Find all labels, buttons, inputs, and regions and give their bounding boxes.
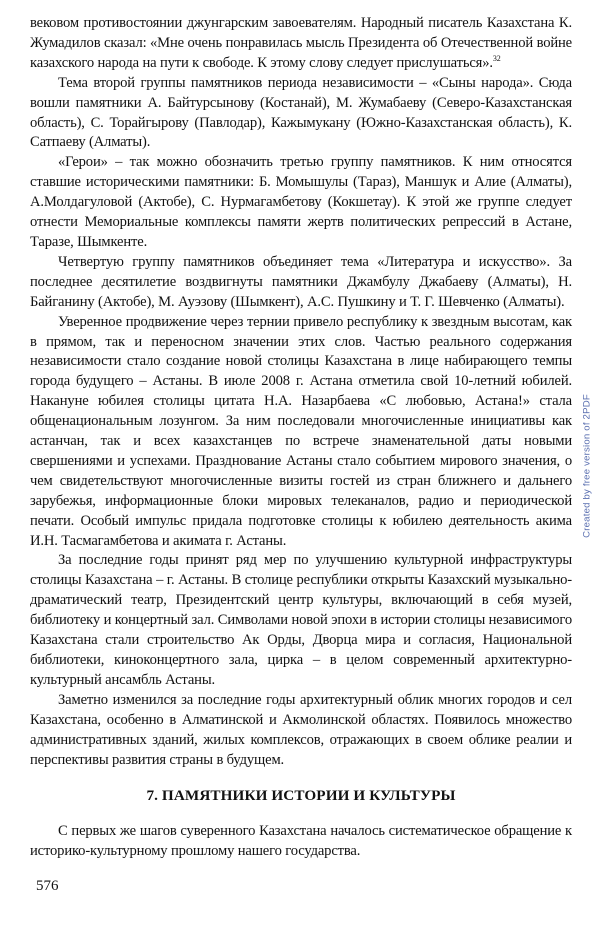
paragraph-7: Заметно изменился за последние годы архитектурный облик многих городов и сел Казахстана, особенно в Алматинской и Акмолинской областях. Появилось множество административных зданий, жилых комплексов, отражающих в своем облике реалии и перспективы развития страны в будущем.: [30, 691, 572, 768]
section-heading: 7. ПАМЯТНИКИ ИСТОРИИ И КУЛЬТУРЫ: [146, 787, 456, 805]
paragraph-3: «Герои» – так можно обозначить третью группу памятников. К ним относятся ставшие историческими памятники: Б. Момышулы (Тараз), Маншук и Алие (Алматы), А.Молдагуловой (Актобе), С. Нурмагамбетову (Кокшетау). К этой же группе следует отнести Мемориальные комплексы памяти жертв политических репрессий в Астане, Таразе, Шымкенте.: [30, 154, 572, 250]
page-body: [30, 14, 572, 862]
paragraph-4: Четвертую группу памятников объединяет тема «Литература и искусство». За последнее десятилетие воздвигнуты памятники Джамбулу Джабаеву (Алматы), Н. Байганину (Актобе), М. Ауэзову (Шымкент), А.С. Пушкину и Т. Г. Шевченко (Алматы).: [30, 253, 572, 310]
page-number: 576: [36, 878, 59, 894]
section-paragraph: С первых же шагов суверенного Казахстана началось систематическое обращение к историко-культурному прошлому нашего государства.: [30, 823, 572, 860]
paragraph-5: Уверенное продвижение через тернии привело республику к звездным высотам, как в прямом, так и переносном значении этих слов. Частью реального содержания независимости стало создание новой столицы Казахстана в лице набирающего темпы города будущего – Астаны. В июле 2008 г. Астана отметила свой 10-летний юбилей. Накануне юбилея столицы цитата Н.А. Назарбаева «С любовью, Астана!» стала общенациональным лозунгом. За ним последовали многочисленные инициативы как астанчан, так и всех казахстанцев по встрече знаменательной даты новыми свершениями и успехами. Празднование Астаны стало событием мирового значения, о чем свидетельствуют многочисленные визиты гостей из стран ближнего и дальнего зарубежья, информационные блоки мировых телеканалов, радио и периодической печати. Особый импульс придала подготовке столицы к юбилею деятельность акима И.Н. Тасмагамбетова и акимата г. Астаны.: [30, 313, 572, 549]
paragraph-2: Тема второй группы памятников периода независимости – «Сыны народа». Сюда вошли памятники А. Байтурсынову (Костанай), М. Жумабаеву (Северо-Казахстанская область), С. Торайгырову (Павлодар), Кажымукану (Южно-Казахстанская область), К. Сатпаеву (Алматы).: [30, 74, 572, 151]
watermark-text: Created by free version of 2PDF: [581, 394, 593, 538]
paragraph-6: За последние годы принят ряд мер по улучшению культурной инфраструктуры столицы Казахстана – г. Астаны. В столице республики открыты Казахский музыкально-драматический театр, Президентский центр культуры, включающий в себя музей, библиотеку и концертный зал. Символами новой эпохи в истории столицы независимого Казахстана стали строительство Ак Орды, Дворца мира и согласия, Национальной библиотеки, киноконцертного зала, цирка – в целом современный архитектурно-культурный ансамбль Астаны.: [30, 552, 572, 688]
footnote-marker[interactable]: 32: [492, 53, 501, 63]
paragraph-1: [30, 14, 572, 74]
paragraph-1-text: вековом противостоянии джунгарским завоевателям. Народный писатель Казахстана К. Жумадилов сказал: «Мне очень понравилась мысль Президента об Отечественной войне казахского народа на пути к свободе. К этому слову следует прислушаться».: [30, 15, 572, 71]
